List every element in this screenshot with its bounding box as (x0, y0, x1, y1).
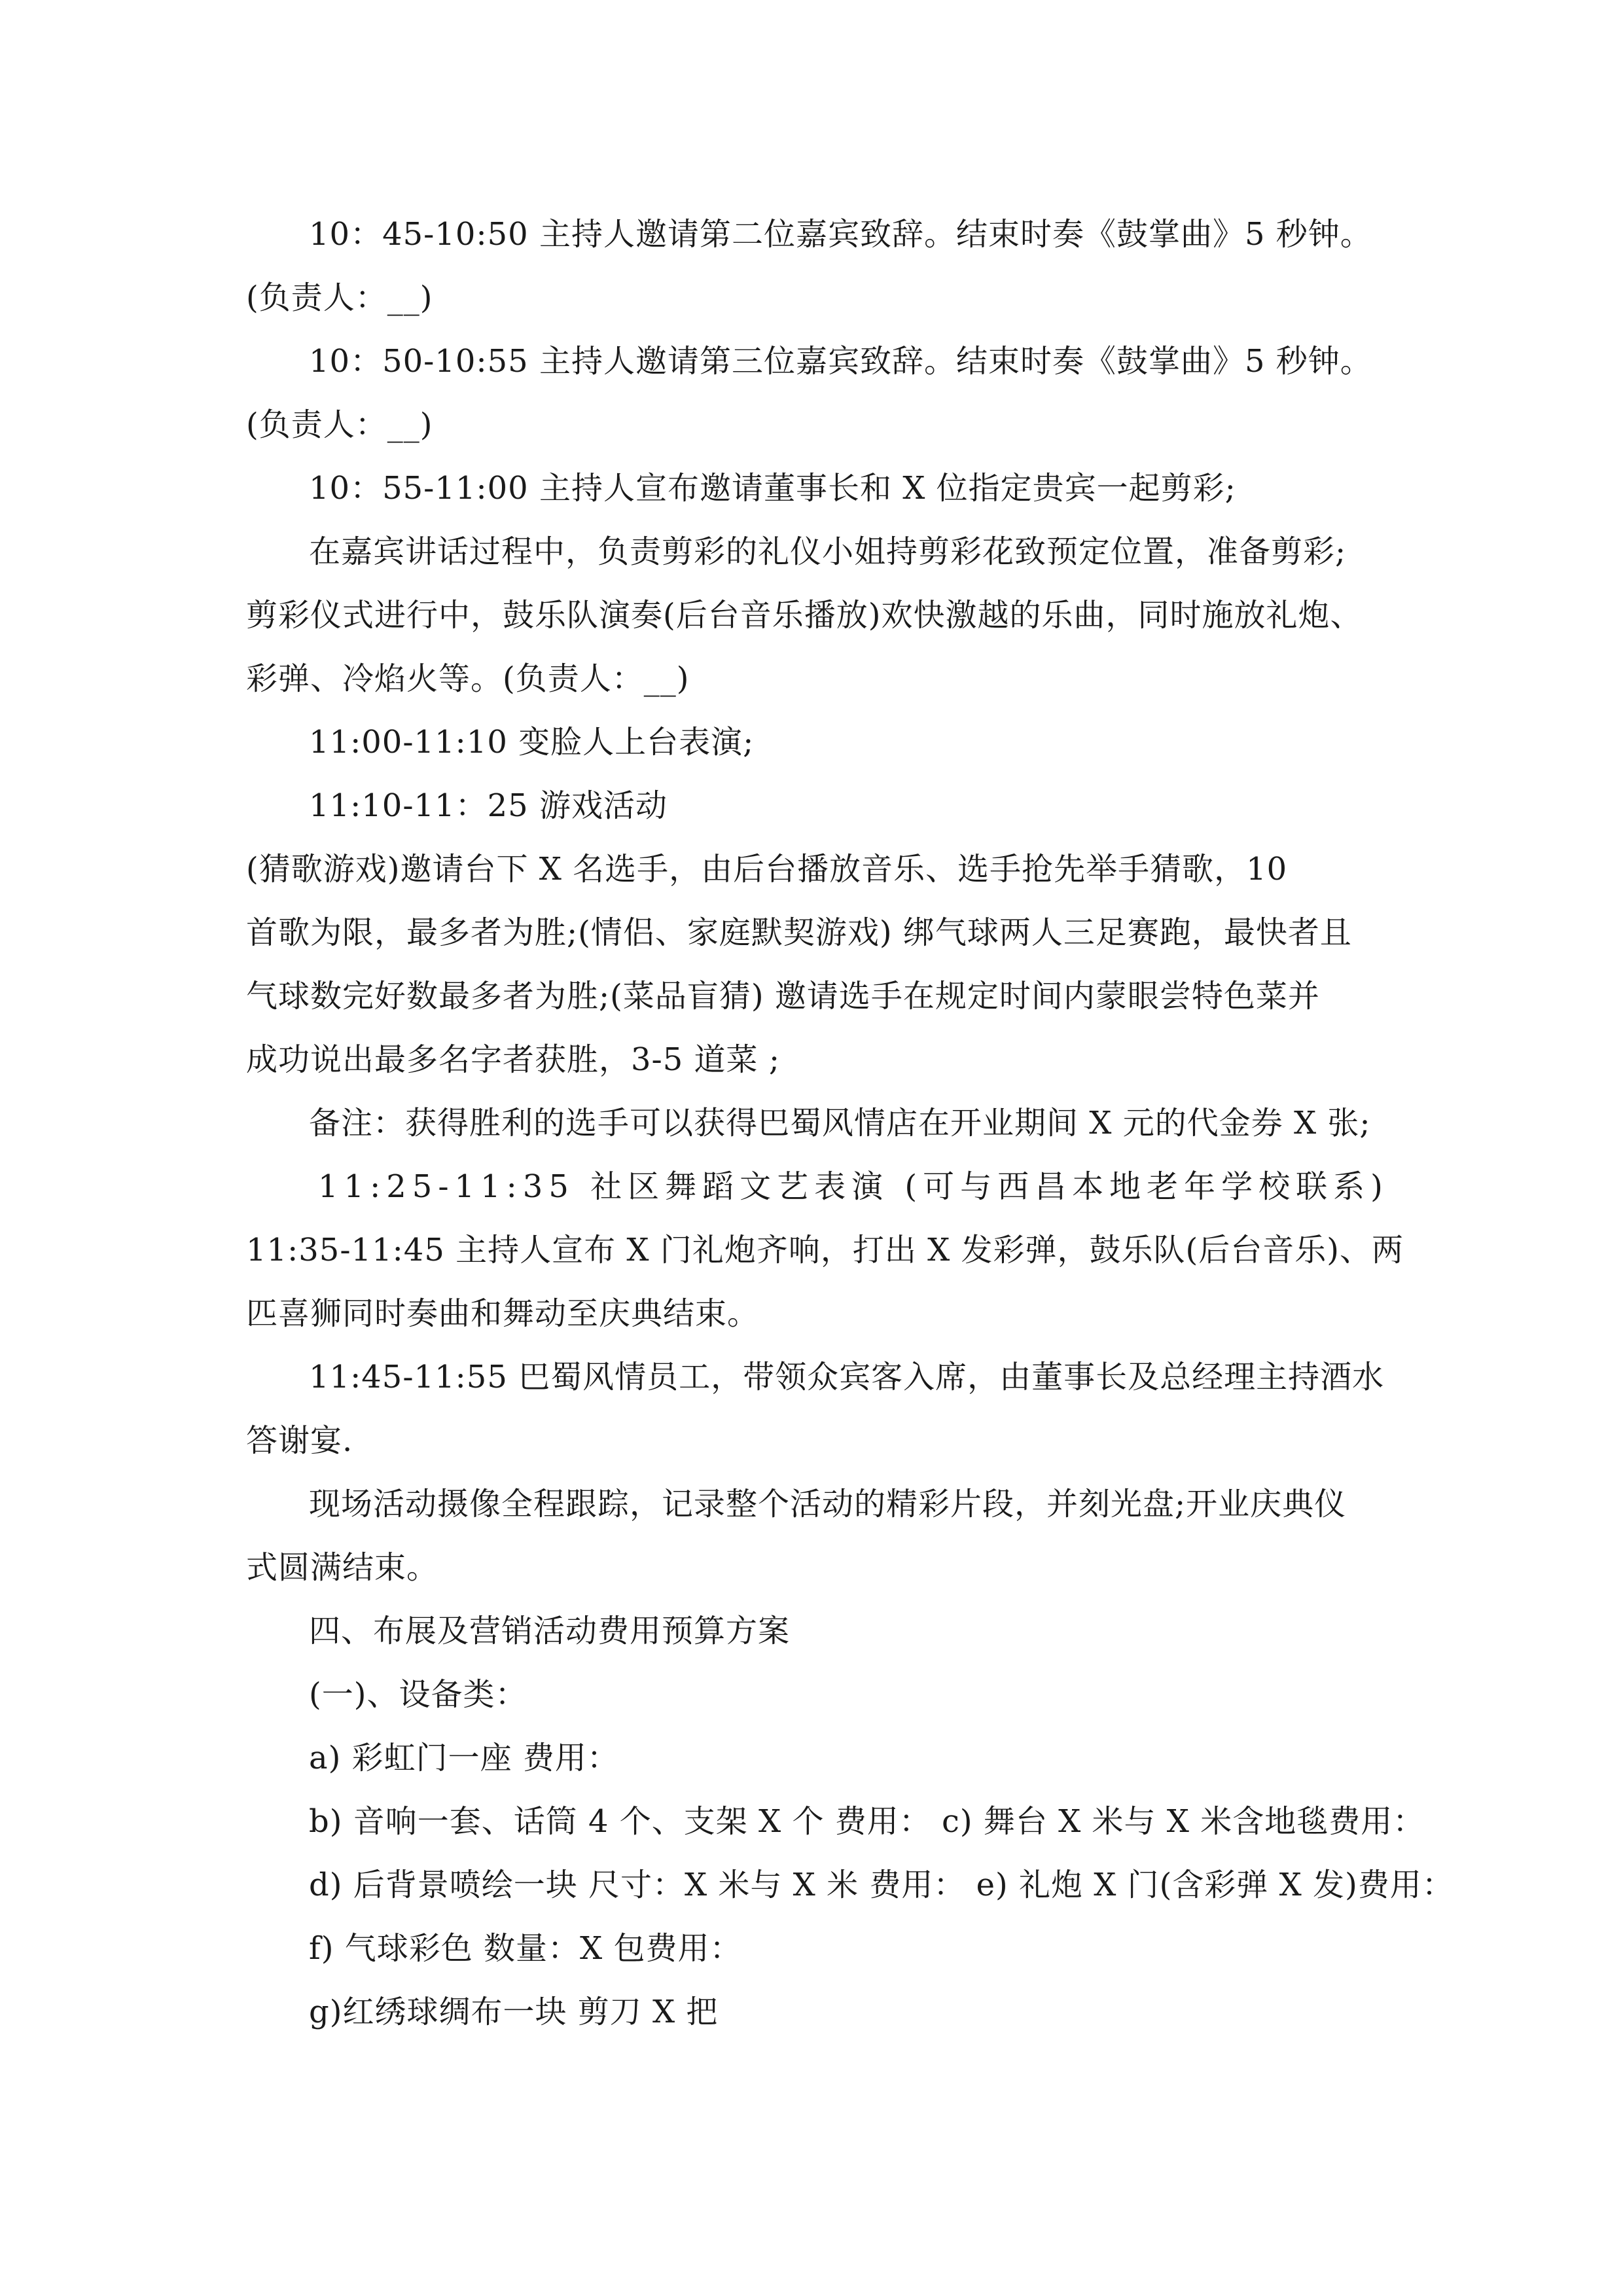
schedule-line: 11:00-11:10 变脸人上台表演; (309, 724, 755, 761)
schedule-line: 11:10-11：25 游戏活动 (309, 787, 668, 824)
paragraph-line: 成功说出最多名字者获胜，3-5 道菜 ; (246, 1041, 780, 1078)
equipment-item: g)红绣球绸布一块 剪刀 X 把 (309, 1994, 719, 2030)
subsection-heading: (一)、设备类： (309, 1676, 527, 1713)
schedule-line: 11:45-11:55 巴蜀风情员工，带领众宾客入席，由董事长及总经理主持酒水 (309, 1359, 1385, 1395)
schedule-line: 11:35-11:45 主持人宣布 X 门礼炮齐响，打出 X 发彩弹，鼓乐队(后台音乐)、两 (246, 1232, 1404, 1268)
paragraph-line: 在嘉宾讲话过程中，负责剪彩的礼仪小姐持剪彩花致预定位置，准备剪彩; (309, 533, 1347, 570)
equipment-item: a) 彩虹门一座 费用： (309, 1740, 619, 1776)
schedule-line: 10：45-10:50 主持人邀请第二位嘉宾致辞。结束时奏《鼓掌曲》5 秒钟。 (309, 216, 1372, 253)
responsible-note: (负责人：__) (246, 406, 433, 443)
paragraph-line: 匹喜狮同时奏曲和舞动至庆典结束。 (246, 1295, 760, 1332)
responsible-note: (负责人：__) (246, 279, 433, 316)
schedule-line: 10：50-10:55 主持人邀请第三位嘉宾致辞。结束时奏《鼓掌曲》5 秒钟。 (309, 343, 1372, 380)
paragraph-line: 彩弹、冷焰火等。(负责人：__) (246, 660, 690, 697)
paragraph-line: 气球数完好数最多者为胜;(菜品盲猜) 邀请选手在规定时间内蒙眼尝特色菜并 (246, 978, 1320, 1014)
remark-line: 备注：获得胜利的选手可以获得巴蜀风情店在开业期间 X 元的代金券 X 张; (309, 1105, 1371, 1141)
equipment-item: f) 气球彩色 数量：X 包费用： (309, 1930, 742, 1967)
paragraph-line: 式圆满结束。 (246, 1549, 439, 1586)
equipment-item: b) 音响一套、话筒 4 个、支架 X 个 费用： c) 舞台 X 米与 X 米含地毯费用： (309, 1803, 1425, 1840)
paragraph-line: 首歌为限，最多者为胜;(情侣、家庭默契游戏) 绑气球两人三足赛跑，最快者且 (246, 914, 1352, 951)
paragraph-line: 现场活动摄像全程跟踪，记录整个活动的精彩片段，并刻光盘;开业庆典仪 (309, 1486, 1347, 1522)
schedule-line: 10：55-11:00 主持人宣布邀请董事长和 X 位指定贵宾一起剪彩; (309, 470, 1236, 507)
paragraph-line: 剪彩仪式进行中，鼓乐队演奏(后台音乐播放)欢快激越的乐曲，同时施放礼炮、 (246, 597, 1363, 634)
schedule-line: 11:25-11:35 社区舞蹈文艺表演 (可与西昌本地老年学校联系) (318, 1168, 1389, 1205)
section-heading: 四、布展及营销活动费用预算方案 (309, 1613, 791, 1649)
paragraph-line: 答谢宴. (246, 1422, 353, 1459)
document-body (246, 203, 1454, 2044)
paragraph-line: (猜歌游戏)邀请台下 X 名选手，由后台播放音乐、选手抢先举手猜歌，10 (246, 851, 1288, 888)
equipment-item: d) 后背景喷绘一块 尺寸：X 米与 X 米 费用： e) 礼炮 X 门(含彩弹 X 发)费用： (309, 1867, 1454, 1903)
